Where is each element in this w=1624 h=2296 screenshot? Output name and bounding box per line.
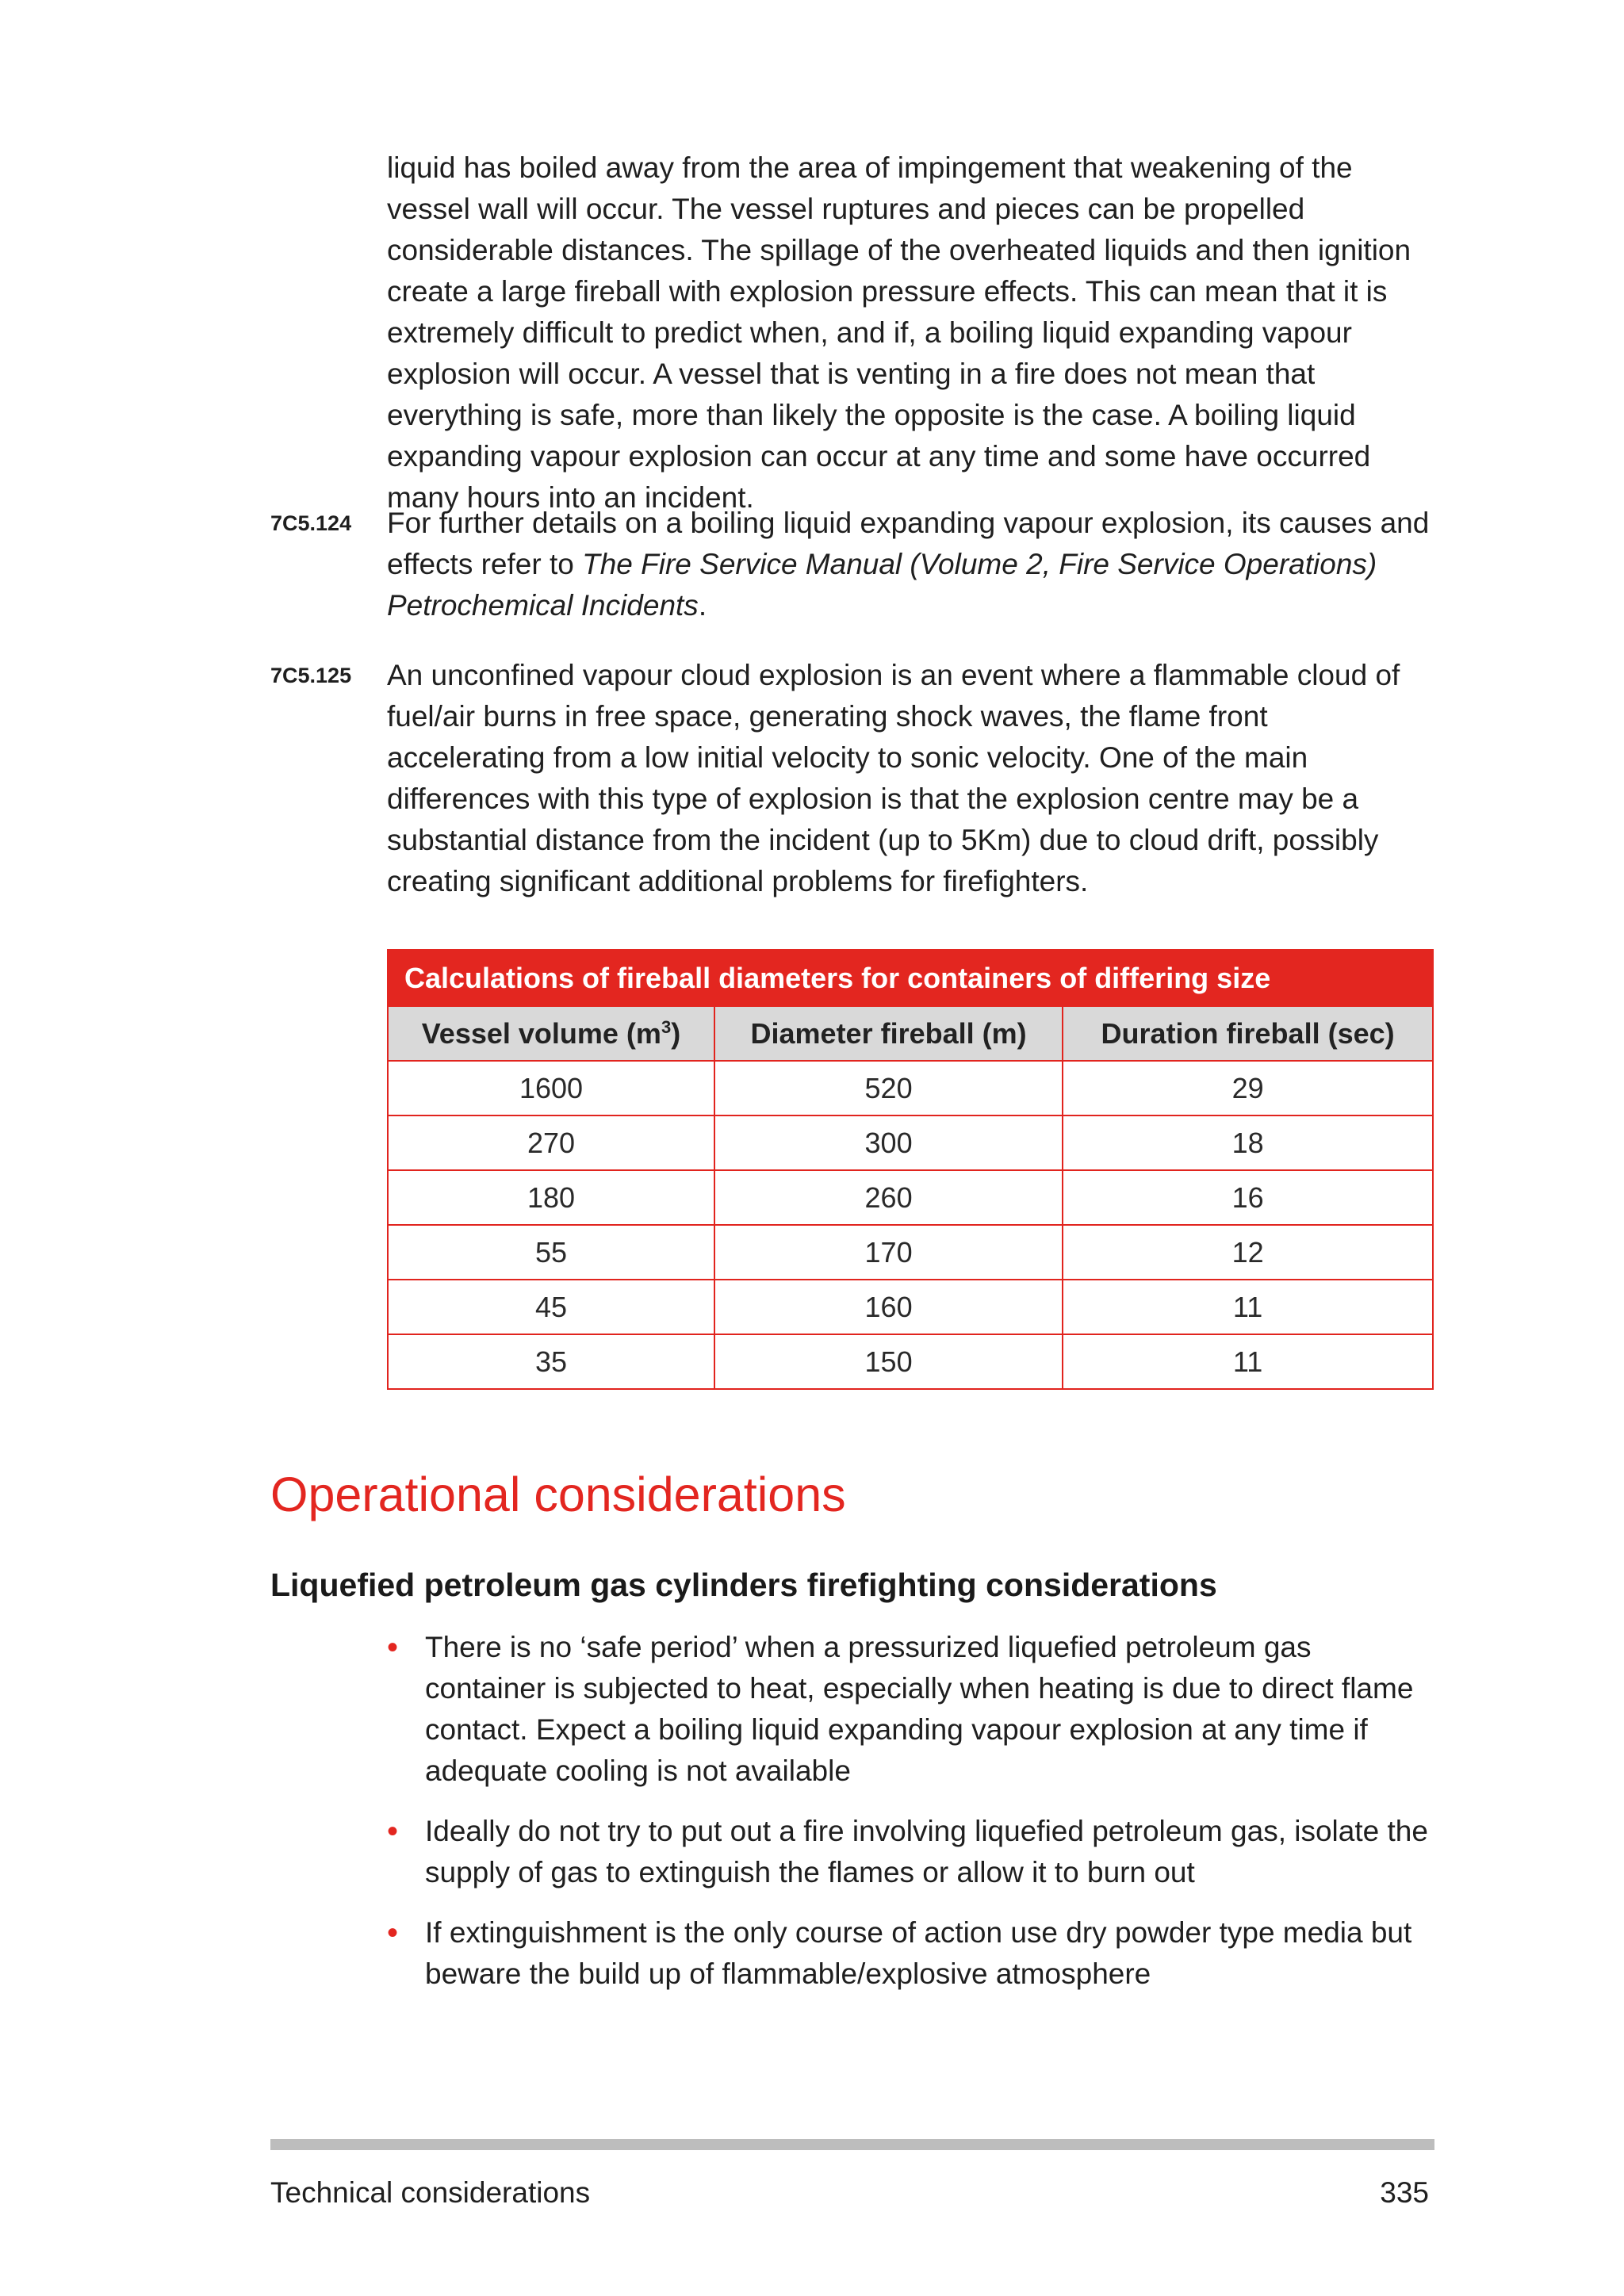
paragraph-text-end: . (698, 589, 707, 622)
page-number: 335 (1380, 2176, 1429, 2209)
paragraph-7c5-124 (387, 503, 1434, 626)
column-header-duration: Duration fireball (sec) (1063, 1006, 1433, 1061)
list-item (387, 1912, 1434, 1995)
subsection-heading: Liquefied petroleum gas cylinders firefighting considerations (270, 1567, 1217, 1603)
list-item-text: If extinguishment is the only course of action use dry powder type media but beware the build up of flammable/explosive atmosphere (425, 1916, 1412, 1990)
table-cell: 170 (714, 1225, 1063, 1280)
list-item-text: Ideally do not try to put out a fire involving liquefied petroleum gas, isolate the supply of gas to extinguish the flames or allow it to burn out (425, 1815, 1428, 1888)
table-cell: 180 (388, 1170, 714, 1225)
fireball-table (387, 949, 1434, 1390)
section-heading: Operational considerations (270, 1468, 846, 1521)
table-cell: 45 (388, 1280, 714, 1334)
table-header-row (388, 1006, 1433, 1061)
table-row (388, 1225, 1433, 1280)
table-cell: 11 (1063, 1280, 1433, 1334)
table-cell: 29 (1063, 1061, 1433, 1115)
paragraph-7c5-125: An unconfined vapour cloud explosion is an event where a flammable cloud of fuel/air burns in free space, generating shock waves, the flame front accelerating from a low initial velocity to sonic velocity. One of the main differences with this type of explosion is that the explosion centre may be a substantial distance from the incident (up to 5Km) due to cloud drift, possibly creating significant additional problems for firefighters. (387, 659, 1400, 897)
table-row (388, 1334, 1433, 1389)
column-header-vessel-volume: Vessel volume $(m^3)$ (388, 1006, 714, 1061)
bullet-icon: • (387, 1814, 399, 1849)
list-item (387, 1627, 1434, 1792)
table-cell: 12 (1063, 1225, 1433, 1280)
table-row (388, 1280, 1433, 1334)
table-title: Calculations of fireball diameters for containers of differing size (388, 950, 1433, 1006)
paragraph-number: 7C5.124 (270, 511, 352, 535)
bullet-icon: • (387, 1915, 399, 1950)
paragraph-text: For further details on a boiling liquid expanding vapour explosion, its causes and effects refer to (387, 507, 1430, 580)
paragraph-number: 7C5.125 (270, 664, 352, 687)
table-row (388, 1061, 1433, 1115)
column-header-diameter: Diameter fireball (m) (714, 1006, 1063, 1061)
table-cell: 260 (714, 1170, 1063, 1225)
table-title-row (388, 950, 1433, 1006)
table-cell: 160 (714, 1280, 1063, 1334)
table-cell: 35 (388, 1334, 714, 1389)
manual-reference: The Fire Service Manual (Volume 2, Fire Service Operations) Petrochemical Incidents (387, 548, 1377, 622)
table-cell: 18 (1063, 1115, 1433, 1170)
table-row (388, 1115, 1433, 1170)
list-item-text: There is no ‘safe period’ when a pressurized liquefied petroleum gas container is subjected to heat, especially when heating is due to direct flame contact. Expect a boiling liquid expanding vapour explosion at any time if adequate cooling is not available (425, 1631, 1414, 1787)
table-cell: 55 (388, 1225, 714, 1280)
bullet-icon: • (387, 1630, 399, 1665)
footer-divider (270, 2139, 1434, 2150)
table-cell: 270 (388, 1115, 714, 1170)
list-item (387, 1811, 1434, 1893)
table-cell: 520 (714, 1061, 1063, 1115)
footer-section-title: Technical considerations (270, 2176, 591, 2209)
table-cell: 16 (1063, 1170, 1433, 1225)
table-cell: 150 (714, 1334, 1063, 1389)
continued-paragraph: liquid has boiled away from the area of impingement that weakening of the vessel wall will occur. The vessel ruptures and pieces can be propelled considerable distances. The spillage of the overheated liquids and then ignition create a large fireball with explosion pressure effects. This can mean that it is extremely difficult to predict when, and if, a boiling liquid expanding vapour explosion will occur. A vessel that is venting in a fire does not mean that everything is safe, more than likely the opposite is the case. A boiling liquid expanding vapour explosion can occur at any time and some have occurred many hours into an incident. (387, 151, 1411, 514)
table-cell: 11 (1063, 1334, 1433, 1389)
considerations-list (387, 1627, 1434, 2014)
table-row (388, 1170, 1433, 1225)
table-cell: 1600 (388, 1061, 714, 1115)
table-cell: 300 (714, 1115, 1063, 1170)
